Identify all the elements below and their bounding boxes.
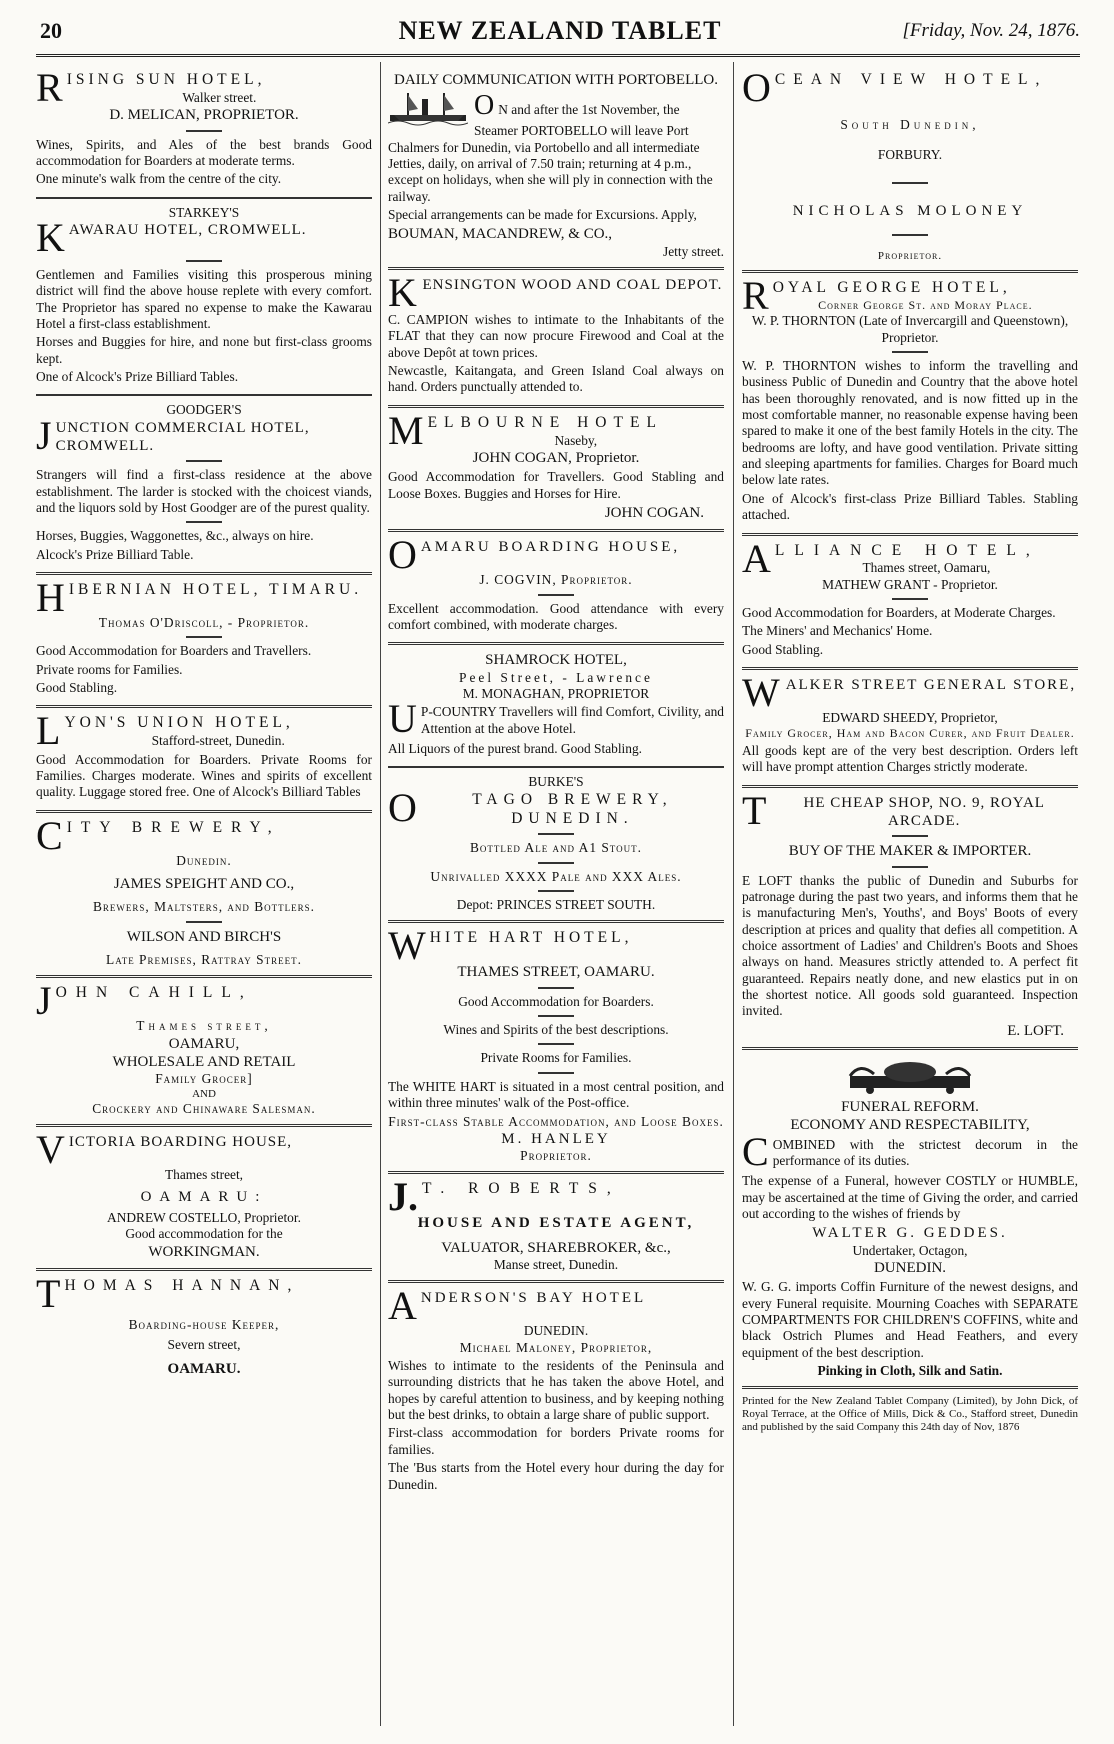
ad-hannan xyxy=(36,1270,372,1382)
ad-heading: YON'S UNION HOTEL, xyxy=(64,714,294,732)
ad-trade: Family Grocer, Ham and Bacon Curer, and Fruit Dealer. xyxy=(745,726,1075,741)
ad-body: First-class accommodation for borders Private rooms for families. xyxy=(388,1425,724,1457)
ad-body: N and after the 1st November, the Steamer PORTOBELLO will leave Port Chalmers for Dunedin, via Portobello and all intermediate Jetties, daily, on arrival of 7.50 train; returning at 4 p.m., except on holidays, when she will ply in connection with the railway. xyxy=(388,102,713,204)
ad-royal-george xyxy=(742,273,1078,529)
ad-body: WORKINGMAN. xyxy=(148,1243,260,1260)
ad-heading: CEAN VIEW HOTEL, xyxy=(774,71,1048,88)
ad-victoria xyxy=(36,1127,372,1265)
newspaper-title: NEW ZEALAND TABLET xyxy=(398,16,722,45)
drop-cap: J xyxy=(36,978,52,1024)
ad-trade: Brewers, Maltsters, and Bottlers. xyxy=(92,899,316,915)
ad-body: Special arrangements can be made for Excursions. Apply, xyxy=(388,207,697,223)
ad-trade: VALUATOR, SHAREBROKER, &c., xyxy=(441,1239,671,1256)
column-right xyxy=(742,68,1078,1730)
masthead-rule xyxy=(36,54,1080,57)
ad-heading: TAGO BREWERY, DUNEDIN. xyxy=(472,790,673,827)
ad-proprietor-title: Proprietor. xyxy=(877,249,943,262)
ad-otago-brewery xyxy=(388,771,724,917)
ad-pinking: Pinking in Cloth, Silk and Satin. xyxy=(817,1363,1003,1379)
ad-rising-sun xyxy=(36,68,372,194)
drop-cap: W xyxy=(742,670,780,716)
ad-body: Gentlemen and Families visiting this prosperous mining district will find the above house replete with every comfort. The Proprietor has spared no expense to make the Kawarau Hotel a first-class establishment. xyxy=(36,266,372,331)
ad-funeral-reform xyxy=(742,1053,1078,1383)
drop-cap: K xyxy=(36,214,65,260)
column-left xyxy=(36,68,372,1730)
ad-street: THAMES STREET, OAMARU. xyxy=(457,964,655,981)
ad-andersons-bay xyxy=(388,1283,724,1498)
ad-line: Private Rooms for Families. xyxy=(480,1050,632,1066)
ad-street: Thames street, xyxy=(136,1018,272,1034)
ad-street: Thames street, Oamaru, xyxy=(862,560,991,576)
ad-body: P-COUNTRY Travellers will find Comfort, Civility, and Attention at the above Hotel. xyxy=(420,704,724,736)
ad-body: Good Accommodation for Travellers. Good Stabling and Loose Boxes. Buggies and Horses for Hire. xyxy=(388,469,724,501)
ad-body: Wishes to intimate to the residents of the Peninsula and surrounding districts that he has taken the above Hotel, and hopes by careful attention to business, and by keeping nothing but the best drinks, to obtain a large share of public support. xyxy=(388,1358,724,1423)
ad-body: Good accommodation for the xyxy=(125,1226,283,1242)
ad-heading: ENSINGTON WOOD AND COAL DEPOT. xyxy=(422,277,723,293)
drop-cap: J xyxy=(36,412,52,458)
ad-body: Horses, Buggies, Waggonettes, &c., always on hire. xyxy=(36,528,314,544)
ad-proprietor: NICHOLAS MOLONEY xyxy=(792,202,1028,219)
ad-body: One of Alcock's first-class Prize Billiard Tables. Stabling attached. xyxy=(742,490,1078,523)
column-middle xyxy=(388,68,724,1730)
ad-town: OAMARU. xyxy=(167,1360,241,1377)
ad-lyons xyxy=(36,708,372,806)
ad-ocean-view xyxy=(742,68,1078,267)
ad-heading: AMARU BOARDING HOUSE, xyxy=(420,539,681,556)
ad-name: WALTER G. GEDDES. xyxy=(812,1225,1008,1242)
ad-body: Good Stabling. xyxy=(36,680,118,696)
ad-proprietor-title: Proprietor. xyxy=(520,1148,592,1164)
drop-cap: T xyxy=(36,1270,61,1316)
ad-body: W. P. THORNTON wishes to inform the travelling and business Public of Dunedin and Country that the above hotel has been thoroughly renovated, and is now fitted up in the most comfortable manner, no reasonable expense having been spared to make it one of the best family Hotels in the city. The bedrooms are lofty, and have good ventilation. Private sitting and sleeping apartments for families. Charges for Board much below late rates. xyxy=(742,358,1078,488)
drop-cap: C xyxy=(742,1128,769,1174)
ad-trade: HOUSE AND ESTATE AGENT, xyxy=(417,1215,695,1232)
ad-heading: DAILY COMMUNICATION WITH PORTOBELLO. xyxy=(394,72,718,88)
ad-cheap-shop xyxy=(742,787,1078,1044)
ad-prefix: GOODGER'S xyxy=(166,402,242,418)
ad-body: The WHITE HART is situated in a most central position, and within three minutes' walk of the Post-office. xyxy=(388,1078,724,1111)
ad-prefix: BURKE'S xyxy=(528,774,584,790)
ad-body: The 'Bus starts from the Hotel every hour during the day for Dunedin. xyxy=(388,1460,724,1492)
steamer-ship-icon xyxy=(388,89,468,127)
ad-town: Naseby, xyxy=(554,432,598,448)
ad-signature: E. LOFT. xyxy=(1007,1022,1064,1039)
drop-cap: H xyxy=(36,574,65,620)
ad-heading: OHN CAHILL, xyxy=(55,984,253,1002)
ad-subheading: ECONOMY AND RESPECTABILITY, xyxy=(790,1117,1030,1134)
drop-cap: V xyxy=(36,1127,65,1173)
ad-depot: Depot: PRINCES STREET SOUTH. xyxy=(456,897,656,913)
ad-body: Wines, Spirits, and Ales of the best brands Good accommodation for Boarders at moderate terms. xyxy=(36,136,372,168)
ad-heading: AWARAU HOTEL, CROMWELL. xyxy=(68,221,307,238)
ad-line: Good Accommodation for Boarders. xyxy=(458,993,654,1009)
drop-cap: L xyxy=(36,708,61,754)
ad-proprietor: W. P. THORNTON (Late of Invercargill and Queenstown), Proprietor. xyxy=(751,313,1069,345)
ad-body: One of Alcock's Prize Billiard Tables. xyxy=(36,368,239,384)
drop-cap: K xyxy=(388,270,417,315)
ad-firm: JAMES SPEIGHT AND CO., xyxy=(113,875,295,892)
ad-body: One minute's walk from the centre of the city. xyxy=(36,171,282,187)
issue-date: [Friday, Nov. 24, 1876. xyxy=(902,20,1080,41)
ad-melbourne xyxy=(388,407,724,527)
ad-trade: WHOLESALE AND RETAIL xyxy=(112,1053,296,1070)
ad-proprietor: MATHEW GRANT - Proprietor. xyxy=(822,576,998,592)
ad-oamaru-boarding xyxy=(388,532,724,639)
page-number: 20 xyxy=(40,18,62,43)
ad-heading: FUNERAL REFORM. xyxy=(841,1099,979,1116)
ad-town: OAMARU, xyxy=(168,1035,240,1052)
ad-heading: ALKER STREET GENERAL STORE, xyxy=(785,677,1077,694)
ad-trade: Family Grocer] xyxy=(155,1071,253,1087)
drop-cap: O xyxy=(388,784,417,830)
drop-cap: A xyxy=(742,535,771,581)
funeral-emblem-icon xyxy=(840,1060,980,1094)
ad-street: Severn street, xyxy=(167,1337,241,1353)
ad-street: Thames street, xyxy=(164,1167,244,1183)
drop-cap: O xyxy=(742,68,771,110)
ad-proprietor: ANDREW COSTELLO, Proprietor. xyxy=(107,1209,301,1225)
ad-street: Manse street, Dunedin. xyxy=(493,1257,619,1273)
ad-proprietor: M. MONAGHAN, PROPRIETOR xyxy=(462,685,650,701)
ad-heading: HE CHEAP SHOP, NO. 9, ROYAL ARCADE. xyxy=(803,794,1045,830)
ad-trade: Boarding-house Keeper, xyxy=(128,1316,280,1332)
ad-hibernian xyxy=(36,574,372,702)
ad-and: AND xyxy=(192,1087,216,1100)
ad-place: FORBURY. xyxy=(877,147,943,163)
ad-portobello xyxy=(388,68,724,264)
ad-proprietor: J. COGVIN, Proprietor. xyxy=(479,572,633,588)
ad-place: Jetty street. xyxy=(663,243,724,259)
ad-body: All goods kept are of the very best description. Orders left will have prompt attention Charges strictly moderate. xyxy=(742,743,1078,775)
ad-line: Bottled Ale and A1 Stout. xyxy=(470,840,642,856)
ad-town: South Dunedin, xyxy=(840,117,980,132)
ad-heading: HOMAS HANNAN, xyxy=(64,1276,300,1294)
ad-line: Unrivalled XXXX Pale and XXX Ales. xyxy=(430,868,682,884)
ad-street: Walker street. xyxy=(182,89,257,105)
ad-town: OAMARU: xyxy=(140,1188,268,1205)
column-rule xyxy=(380,62,381,1726)
ad-firm: BOUMAN, MACANDREW, & CO., xyxy=(388,226,613,243)
ad-heading: ELBOURNE HOTEL xyxy=(427,413,663,431)
drop-cap: R xyxy=(742,273,769,319)
ad-body: Good Stabling. xyxy=(742,641,824,657)
ad-former: WILSON AND BIRCH'S xyxy=(126,928,282,945)
ad-slogan: BUY OF THE MAKER & IMPORTER. xyxy=(788,843,1032,860)
ad-heading: IBERNIAN HOTEL, TIMARU. xyxy=(68,580,363,598)
ad-street: Corner George St. and Moray Place. xyxy=(818,298,1033,313)
ad-kawarau xyxy=(36,202,372,392)
ad-town: DUNEDIN. xyxy=(873,1260,947,1277)
drop-cap: O xyxy=(474,90,495,122)
ad-body: E LOFT thanks the public of Dunedin and Suburbs for patronage during the past two years, and informs them that he is manufacturing Men's, Youths', and Boys' Boots of every description at prices and quality that defies all competition. A choice assortment of Ladies' and Children's Boots and Shoes always on hand. Measures strictly attended to. A perfect fit guaranteed. Repairs neatly done, and new elastics put in on the shortest notice. All goods sold guaranteed. Inspection invited. xyxy=(742,872,1078,1019)
ad-town: Dunedin. xyxy=(176,852,232,868)
ad-proprietor: Michael Maloney, Proprietor, xyxy=(459,1339,653,1355)
ad-body: C. CAMPION wishes to intimate to the Inhabitants of the FLAT that they can now procure Firewood and Coal at the above Depôt at town prices. xyxy=(388,312,724,360)
ad-body: Newcastle, Kaitangata, and Green Island Coal always on hand. Orders punctually attended to. xyxy=(388,363,724,395)
ad-heading: UNCTION COMMERCIAL HOTEL, CROMWELL. xyxy=(55,419,310,454)
ad-body: Good Accommodation for Boarders, at Moderate Charges. xyxy=(742,605,1056,621)
ad-white-hart xyxy=(388,923,724,1168)
ad-heading: OYAL GEORGE HOTEL, xyxy=(772,279,1011,297)
ad-signature: JOHN COGAN. xyxy=(604,504,704,521)
ad-shamrock xyxy=(388,648,724,763)
ad-body: Good Accommodation for Boarders and Travellers. xyxy=(36,643,312,659)
ad-body: W. G. G. imports Coffin Furniture of the newest designs, and every Funeral requisite. Mourning Coaches with SEPARATE COMPARTMENTS FOR CHILDREN'S COFFINS, white and black Ostrich Plumes and Head Feathers, and every equipment of the best description. xyxy=(742,1279,1078,1360)
column-rule xyxy=(733,62,734,1726)
ad-body: Excellent accommodation. Good attendance with every comfort combined, with moderate charges. xyxy=(388,600,724,632)
ad-town: DUNEDIN. xyxy=(523,1323,589,1339)
ad-proprietor: D. MELICAN, PROPRIETOR. xyxy=(109,107,299,124)
ad-street: Peel Street, - Lawrence xyxy=(459,669,653,685)
ad-heading: T. ROBERTS, xyxy=(422,1180,621,1198)
ad-body: Horses and Buggies for hire, and none but first-class grooms kept. xyxy=(36,334,372,366)
ad-heading: SHAMROCK HOTEL, xyxy=(485,652,627,669)
printer-imprint: Printed for the New Zealand Tablet Company (Limited), by John Dick, of Royal Terrace, at the Office of Mills, Dick & Co., Stafford street, Dunedin and published by the said Company this 24th day of Nov, 1876 xyxy=(742,1395,1078,1434)
drop-cap: T xyxy=(742,787,767,833)
ad-cahill xyxy=(36,978,372,1121)
drop-cap: U xyxy=(388,696,417,742)
ad-line: Wines and Spirits of the best descriptions. xyxy=(443,1022,669,1038)
ad-body: Alcock's Prize Billiard Table. xyxy=(36,546,194,562)
ad-heading: NDERSON'S BAY HOTEL xyxy=(420,1290,647,1307)
ad-body: Strangers will find a first-class residence at the above establishment. The larder is stocked with the choicest viands, and the liquors sold by Host Goodger are of the purest quality. xyxy=(36,467,372,515)
ad-roberts xyxy=(388,1174,724,1277)
ad-body: OMBINED with the strictest decorum in the performance of its duties. xyxy=(772,1136,1078,1169)
ad-proprietor: JOHN COGAN, Proprietor. xyxy=(472,449,640,466)
drop-cap: J. xyxy=(388,1174,418,1220)
ad-heading: ITY BREWERY, xyxy=(66,818,281,836)
ad-body: The Miners' and Mechanics' Home. xyxy=(742,623,933,639)
ad-body: The expense of a Funeral, however COSTLY or HUMBLE, may be ascertained at the time of Giving the order, and carried out according to the wishes of friends by xyxy=(742,1173,1078,1222)
masthead xyxy=(40,14,1080,48)
ad-body: Good Accommodation for Boarders. Private Rooms for Families. Charges moderate. Wines and spirits of excellent quality. Luggage stored free. One of Alcock's Billiard Tables xyxy=(36,751,372,800)
ad-street: Stafford-street, Dunedin. xyxy=(151,733,285,749)
ad-late: Late Premises, Rattray Street. xyxy=(106,951,302,967)
ad-prefix: STARKEY'S xyxy=(168,204,240,220)
ad-body: Private rooms for Families. xyxy=(36,661,183,677)
ad-junction xyxy=(36,399,372,569)
ad-proprietor: EDWARD SHEEDY, Proprietor, xyxy=(822,710,998,726)
ad-heading: HITE HART HOTEL, xyxy=(429,929,633,947)
ad-heading: ICTORIA BOARDING HOUSE, xyxy=(68,1134,293,1151)
drop-cap: W xyxy=(388,923,426,969)
ad-alliance xyxy=(742,535,1078,665)
drop-cap: C xyxy=(36,812,63,858)
drop-cap: O xyxy=(388,532,417,578)
ad-trade: Crockery and Chinaware Salesman. xyxy=(92,1100,316,1116)
ad-heading: LLIANCE HOTEL, xyxy=(774,541,1040,559)
ad-trade: Undertaker, Octagon, xyxy=(852,1242,968,1258)
drop-cap: M xyxy=(388,407,424,453)
drop-cap: R xyxy=(36,68,63,110)
ad-city-brewery xyxy=(36,812,372,973)
ad-kensington xyxy=(388,270,724,402)
ad-body: All Liquors of the purest brand. Good Stabling. xyxy=(388,740,643,756)
ad-proprietor: Thomas O'Driscoll, - Proprietor. xyxy=(98,614,310,630)
ad-stable: First-class Stable Accommodation, and Loose Boxes. xyxy=(388,1113,724,1129)
ad-heading: ISING SUN HOTEL, xyxy=(66,71,266,88)
ad-walker-street-store xyxy=(742,670,1078,782)
drop-cap: A xyxy=(388,1283,417,1329)
ad-proprietor: M. HANLEY xyxy=(501,1130,611,1147)
